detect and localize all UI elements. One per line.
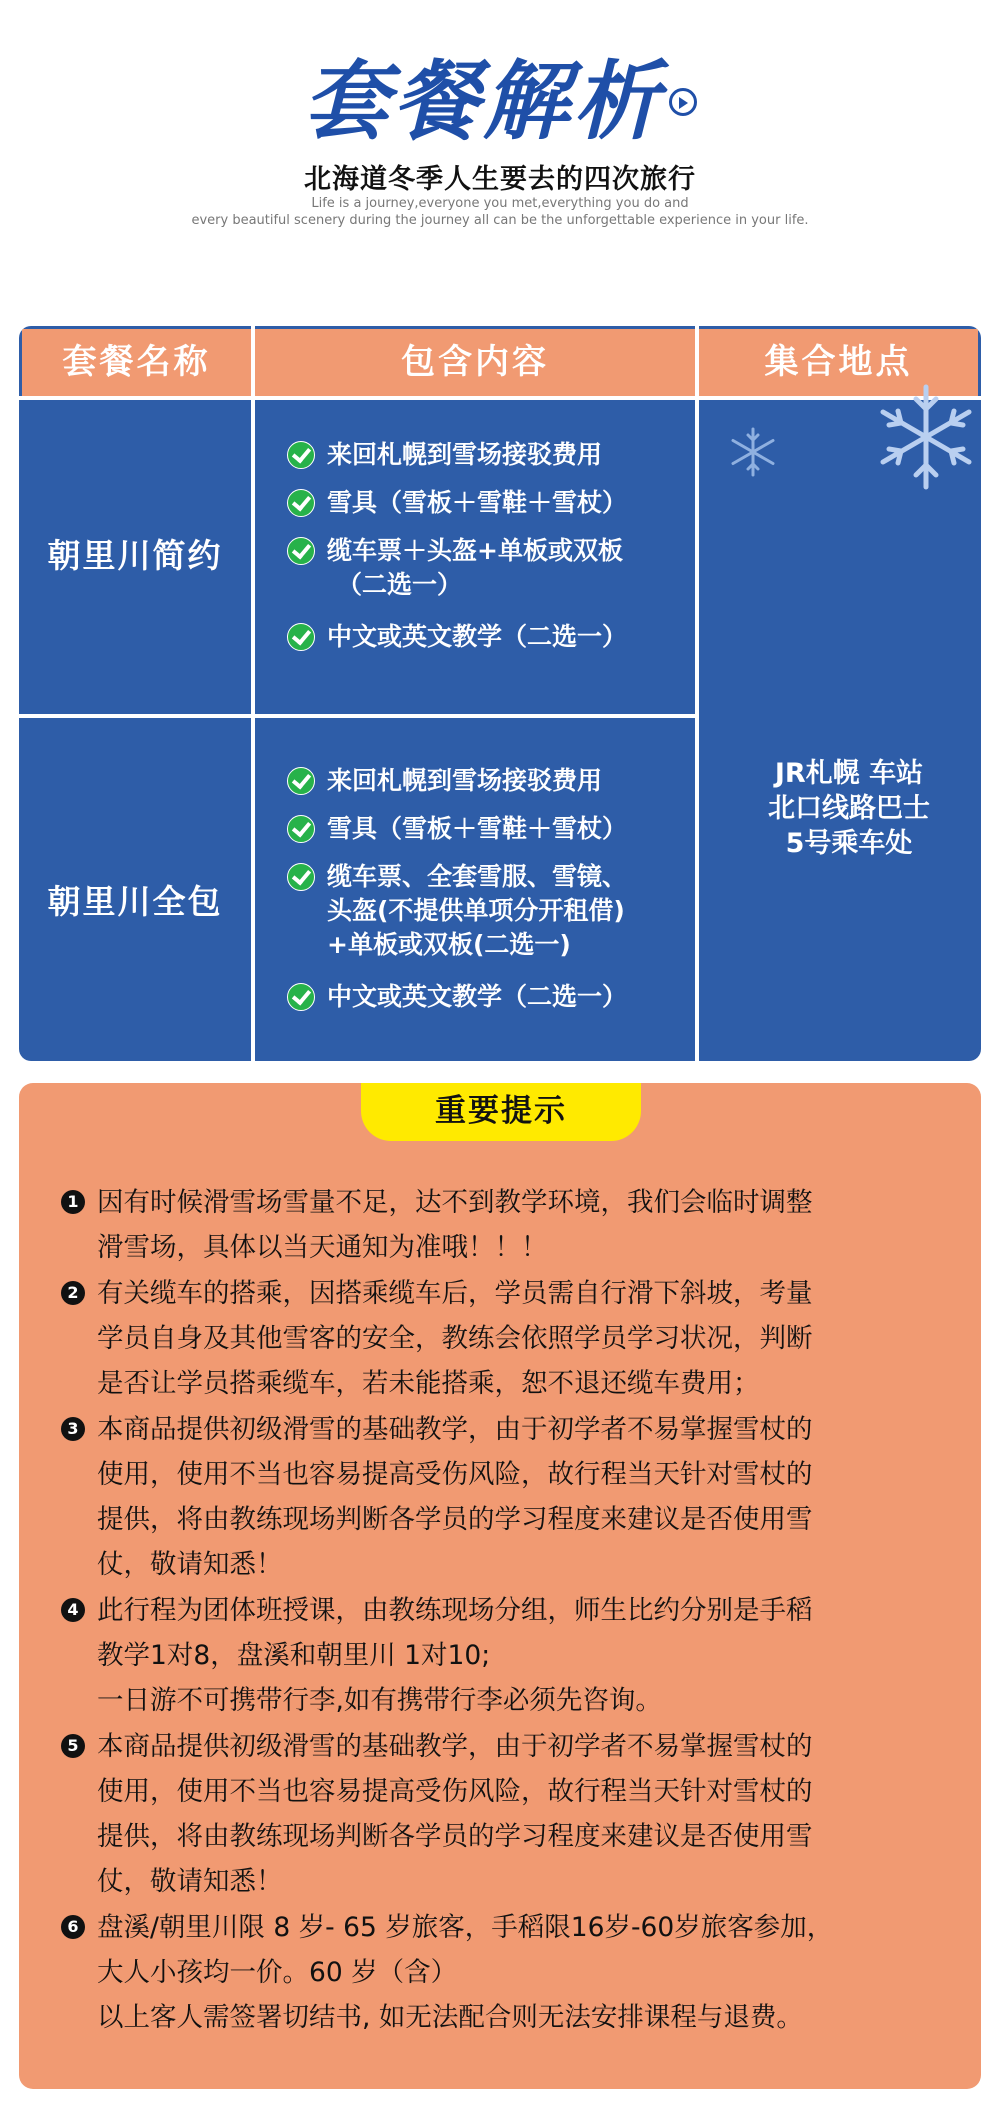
- number-badge: 2: [61, 1281, 85, 1305]
- check-circle-icon: [287, 767, 315, 795]
- table-divider: [695, 326, 699, 1061]
- notice-item: 4 此行程为团体班授课，由教练现场分组，师生比约分别是手稻 教学1对8，盘溪和朝里川 1对10; 一日游不可携带行李,如有携带行李必须先咨询。: [61, 1588, 941, 1723]
- page-title-text: 套餐解析: [303, 52, 663, 152]
- header-cell-contents: 包含内容: [255, 329, 695, 396]
- snowflake-icon: [727, 426, 779, 478]
- notice-item: 5 本商品提供初级滑雪的基础教学，由于初学者不易掌握雪杖的 使用，使用不当也容易提高受伤风险，故行程当天针对雪杖的 提供，将由教练现场判断各学员的学习程度来建议是否使用雪 仗，敬请知悉！: [61, 1724, 941, 1904]
- header-cell-meeting-point: 集合地点: [699, 329, 978, 396]
- list-item: 雪具（雪板＋雪鞋＋雪杖）: [287, 486, 627, 520]
- notice-title: 重要提示: [361, 1083, 641, 1141]
- notice-item: 1 因有时候滑雪场雪量不足，达不到教学环境，我们会临时调整 滑雪场，具体以当天通知为准哦！！！: [61, 1180, 941, 1270]
- list-item: 中文或英文教学（二选一）: [287, 980, 627, 1014]
- meeting-point: JR札幌 车站 北口线路巴士 5号乘车处: [768, 758, 930, 859]
- check-circle-icon: [287, 537, 315, 565]
- notice-item: 3 本商品提供初级滑雪的基础教学，由于初学者不易掌握雪杖的 使用，使用不当也容易提高受伤风险，故行程当天针对雪杖的 提供，将由教练现场判断各学员的学习程度来建议是否使用雪 仗，敬请知悉！: [61, 1407, 941, 1587]
- english-tagline-2: every beautiful scenery during the journey all can be the unforgettable experience in your life.: [191, 213, 809, 228]
- header: [0, 0, 1000, 300]
- page-subtitle: 北海道冬季人生要去的四次旅行: [304, 164, 696, 195]
- page-title: [0, 52, 1000, 152]
- package-name-simple: 朝里川简约: [47, 536, 223, 575]
- number-badge: 4: [61, 1598, 85, 1622]
- notice-list: [61, 1180, 941, 2041]
- number-badge: 3: [61, 1417, 85, 1441]
- notice-item: 6 盘溪/朝里川限 8 岁- 65 岁旅客，手稻限16岁-60岁旅客参加， 大人小孩均一价。60 岁（含） 以上客人需签署切结书, 如无法配合则无法安排课程与退费。: [61, 1905, 941, 2040]
- important-notice: [19, 1083, 981, 2089]
- check-circle-icon: [287, 489, 315, 517]
- check-circle-icon: [287, 863, 315, 891]
- notice-item: 2 有关缆车的搭乘，因搭乘缆车后，学员需自行滑下斜坡，考量 学员自身及其他雪客的安全，教练会依照学员学习状况，判断 是否让学员搭乘缆车，若未能搭乘，恕不退还缆车费用；: [61, 1271, 941, 1406]
- list-item: 来回札幌到雪场接驳费用: [287, 438, 627, 472]
- package-table: [19, 326, 981, 1061]
- list-item: 缆车票＋头盔+单板或双板 （二选一）: [287, 534, 627, 602]
- package-name-full: 朝里川全包: [47, 882, 223, 921]
- check-circle-icon: [287, 983, 315, 1011]
- number-badge: 5: [61, 1734, 85, 1758]
- table-divider: [251, 326, 255, 1061]
- number-badge: 1: [61, 1190, 85, 1214]
- arrow-circle-icon: [669, 88, 697, 116]
- snowflake-icon: [871, 382, 981, 492]
- list-item: 来回札幌到雪场接驳费用: [287, 764, 627, 798]
- package-contents-full: [287, 764, 627, 1014]
- package-contents-simple: [287, 438, 627, 654]
- english-tagline-1: Life is a journey,everyone you met,everything you do and: [311, 196, 689, 211]
- check-circle-icon: [287, 623, 315, 651]
- list-item: 雪具（雪板＋雪鞋＋雪杖）: [287, 812, 627, 846]
- list-item: 中文或英文教学（二选一）: [287, 620, 627, 654]
- header-cell-package-name: 套餐名称: [22, 329, 251, 396]
- check-circle-icon: [287, 441, 315, 469]
- check-circle-icon: [287, 815, 315, 843]
- number-badge: 6: [61, 1915, 85, 1939]
- table-divider: [19, 396, 981, 400]
- table-divider: [19, 714, 699, 718]
- list-item: 缆车票、全套雪服、雪镜、 头盔(不提供单项分开租借) +单板或双板(二选一): [287, 860, 627, 962]
